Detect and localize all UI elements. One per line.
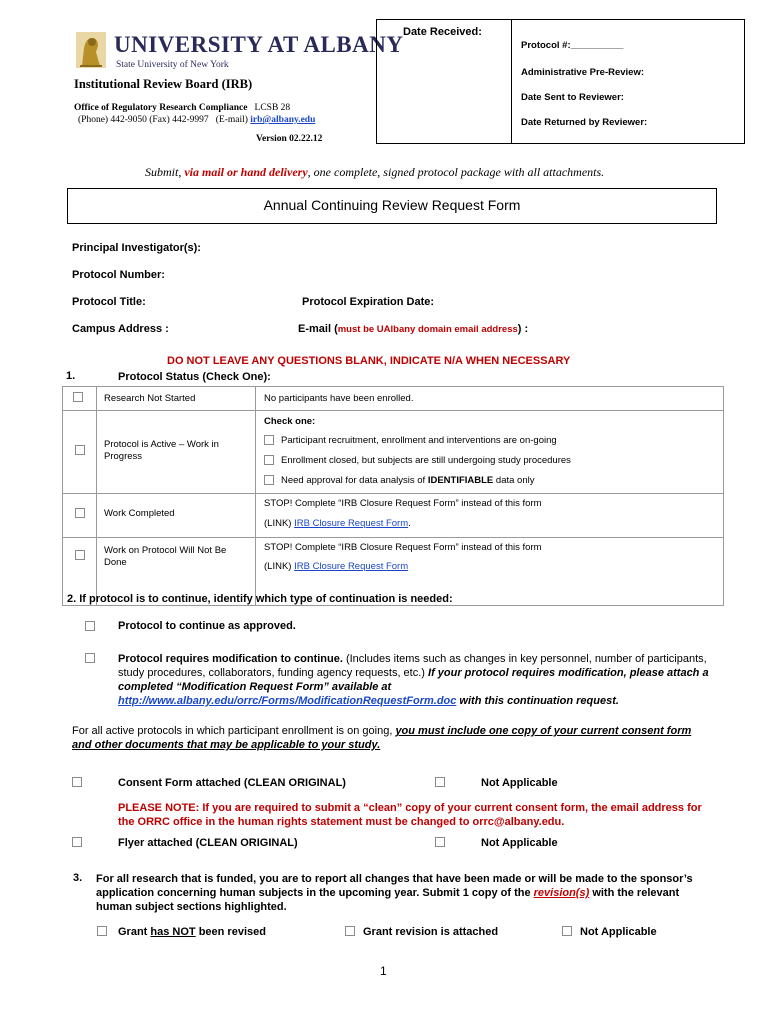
state-university-subtitle: State University of New York [116, 60, 229, 70]
grant-attached-checkbox[interactable] [345, 926, 355, 936]
email-label: E-mail ( [298, 323, 338, 335]
office-line [74, 103, 290, 113]
closure-link-line-2 [264, 561, 408, 572]
page-number: 1 [380, 964, 387, 978]
modification-form-link[interactable]: http://www.albany.edu/orrc/Forms/ModificationRequestForm.doc [118, 695, 457, 707]
flyer-na-label: Not Applicable [481, 837, 558, 849]
section3-end: with the relevant human subject sections highlighted. [96, 887, 680, 913]
section3-number: 3. [73, 872, 83, 884]
submit-delivery-method: via mail or hand delivery [184, 165, 308, 179]
board-name: Institutional Review Board (IRB) [74, 77, 253, 91]
recruitment-ongoing-checkbox[interactable] [264, 435, 274, 445]
consent-na-checkbox[interactable] [435, 777, 445, 787]
identifiable-text: IDENTIFIABLE [427, 475, 494, 486]
consent-attached-label: Consent Form attached (CLEAN ORIGINAL) [118, 777, 346, 789]
consent-attached-checkbox[interactable] [72, 777, 82, 787]
grant-has-not: has NOT [150, 926, 196, 938]
minerva-emblem-icon [74, 30, 108, 70]
enrollment-closed-checkbox[interactable] [264, 455, 274, 465]
consent-intro-text: For all active protocols in which participant enrollment is on going, [72, 725, 396, 737]
completed-checkbox[interactable] [75, 508, 85, 518]
data-analysis-post: data only [495, 475, 535, 486]
not-started-checkbox[interactable] [73, 392, 83, 402]
link-prefix-2: (LINK) [264, 561, 292, 572]
grant-not-revised-checkbox[interactable] [97, 926, 107, 936]
protocol-title-input[interactable]: Protocol Title: [72, 296, 146, 308]
check-one-label: Check one: [264, 416, 316, 427]
office-use-box [376, 19, 745, 144]
date-returned-label: Date Returned by Reviewer: [521, 117, 648, 128]
date-sent-label: Date Sent to Reviewer: [521, 92, 624, 103]
phone-fax: (Phone) 442-9050 (Fax) 442-9997 [78, 115, 209, 125]
data-analysis-checkbox[interactable] [264, 475, 274, 485]
continue-as-approved-checkbox[interactable] [85, 621, 95, 631]
link-prefix-1: (LINK) [264, 518, 292, 529]
submit-instructions [145, 165, 604, 180]
flyer-attached-checkbox[interactable] [72, 837, 82, 847]
active-label: Protocol is Active – Work in Progress [104, 439, 219, 462]
data-analysis-pre: Need approval for data analysis of [281, 475, 426, 486]
grant-pre: Grant [118, 926, 151, 938]
section1-number: 1. [66, 370, 76, 382]
continue-as-approved-label: Protocol to continue as approved. [118, 620, 296, 632]
stop-notice-1: STOP! Complete “IRB Closure Request Form” instead of this form [264, 498, 542, 509]
no-participants-text: No participants have been enrolled. [264, 393, 414, 404]
modification-bold: Protocol requires modification to continue. [118, 653, 343, 665]
requires-modification-checkbox[interactable] [85, 653, 95, 663]
grant-attached-label: Grant revision is attached [363, 926, 499, 938]
warning-banner: DO NOT LEAVE ANY QUESTIONS BLANK, INDICATE N/A WHEN NECESSARY [167, 355, 571, 367]
pi-field[interactable]: Principal Investigator(s): [72, 242, 201, 254]
revision-text: revision(s) [533, 887, 590, 899]
grant-na-label: Not Applicable [580, 926, 657, 938]
office-name: Office of Regulatory Research Compliance [74, 103, 248, 113]
email-end: ) : [517, 323, 529, 335]
protocol-number-input[interactable]: Protocol Number: [72, 269, 165, 281]
irb-email-link[interactable]: irb@albany.edu [250, 115, 316, 125]
modification-end: with this continuation request. [456, 695, 619, 707]
section3-body: For all research that is funded, you are to report all changes that have been made or will be made to the sponsor’s application concerning human subjects in the upcoming year. Submit 1 copy of the [96, 873, 693, 899]
modification-italic: If your protocol requires modification, please attach a completed “Modification Request Form” available at [118, 667, 709, 693]
version-label: Version 02.22.12 [256, 134, 323, 144]
campus-address-input[interactable]: Campus Address : [72, 323, 169, 335]
office-location: LCSB 28 [254, 103, 291, 113]
stop-notice-2: STOP! Complete “IRB Closure Request Form” instead of this form [264, 542, 542, 553]
university-logo [74, 30, 404, 72]
completed-label: Work Completed [104, 508, 175, 519]
grant-na-checkbox[interactable] [562, 926, 572, 936]
modification-paragraph [118, 652, 730, 708]
form-title: Annual Continuing Review Request Form [263, 197, 521, 213]
modification-text: (Includes items such as changes in key personnel, number of participants, study procedures, collaborators, funding agency requests, etc.) [118, 653, 707, 679]
consent-intro [72, 724, 702, 752]
contact-line [78, 115, 315, 125]
data-analysis-label [281, 475, 534, 486]
flyer-attached-label: Flyer attached (CLEAN ORIGINAL) [118, 837, 298, 849]
section1-title: Protocol Status (Check One): [118, 371, 271, 383]
closure-form-link-1[interactable]: IRB Closure Request Form [294, 518, 409, 529]
section3-text [96, 872, 706, 914]
link-period: . [408, 518, 411, 529]
consent-note: PLEASE NOTE: If you are required to submit a “clean” copy of your current consent form, the email address for the ORRC office in the human rights statement must be changed to orrc@albany.edu. [118, 802, 702, 828]
consent-na-label: Not Applicable [481, 777, 558, 789]
recruitment-ongoing-label: Participant recruitment, enrollment and interventions are on-going [281, 435, 557, 446]
enrollment-closed-label: Enrollment closed, but subjects are still undergoing study procedures [281, 455, 571, 466]
not-started-label: Research Not Started [104, 393, 196, 404]
email-input[interactable] [298, 323, 528, 335]
submit-pre: Submit, [145, 165, 182, 179]
grant-post: been revised [195, 926, 266, 938]
email-prefix: (E-mail) [215, 115, 248, 125]
date-received-label: Date Received: [403, 26, 482, 38]
flyer-na-checkbox[interactable] [435, 837, 445, 847]
closure-link-line-1 [264, 518, 411, 529]
active-checkbox[interactable] [75, 445, 85, 455]
not-done-checkbox[interactable] [75, 550, 85, 560]
admin-pre-review-label: Administrative Pre-Review: [521, 67, 645, 78]
section2-title: 2. If protocol is to continue, identify which type of continuation is needed: [67, 593, 453, 605]
closure-form-link-2[interactable]: IRB Closure Request Form [294, 561, 409, 572]
status-table [62, 386, 724, 606]
not-done-label: Work on Protocol Will Not Be Done [104, 545, 227, 568]
expiration-date-input[interactable]: Protocol Expiration Date: [302, 296, 435, 308]
university-name: UNIVERSITY AT ALBANY [114, 32, 404, 57]
grant-not-revised-label [118, 926, 266, 938]
form-title-box [67, 188, 717, 224]
protocol-number-field[interactable]: Protocol #:__________ [521, 40, 624, 51]
email-note: must be UAlbany domain email address [337, 324, 518, 335]
submit-post: , one complete, signed protocol package with all attachments. [307, 165, 605, 179]
consent-intro-bold: you must include one copy of your current consent form and other documents that may be applicable to your study. [72, 725, 692, 751]
